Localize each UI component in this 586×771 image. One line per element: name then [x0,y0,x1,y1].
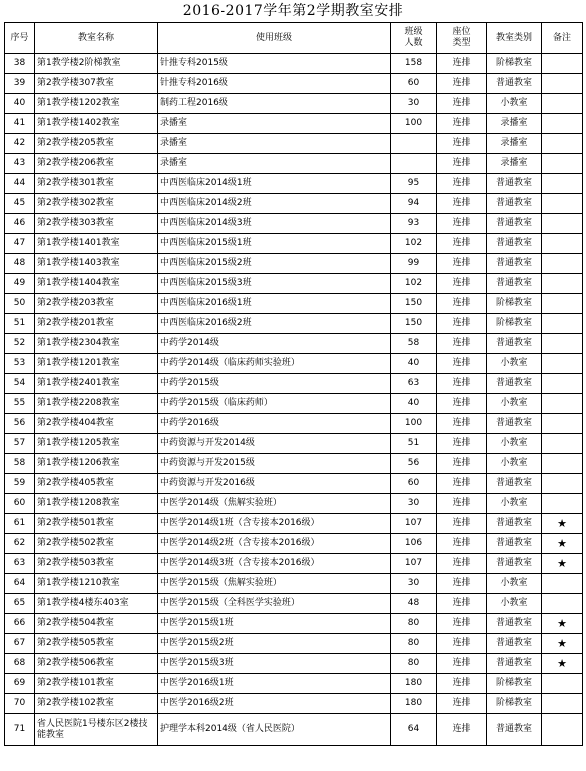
note-cell [542,194,583,214]
room-name-cell: 第2教学楼302教室 [35,194,158,214]
room-type-cell: 普通教室 [487,414,542,434]
row-no-cell: 61 [5,514,35,534]
seat-type-cell: 连排 [437,714,487,746]
room-type-cell: 小教室 [487,394,542,414]
seat-type-cell: 连排 [437,454,487,474]
student-count-cell: 30 [391,494,437,514]
student-count-cell: 63 [391,374,437,394]
note-cell [542,594,583,614]
table-row [5,214,583,234]
student-count-cell: 40 [391,354,437,374]
seat-type-cell: 连排 [437,574,487,594]
student-count-cell: 102 [391,234,437,254]
room-type-cell: 阶梯教室 [487,674,542,694]
row-no-cell: 41 [5,114,35,134]
class-name-cell: 中医学2014级1班（含专接本2016级） [158,514,391,534]
table-row [5,594,583,614]
row-no-cell: 66 [5,614,35,634]
room-type-cell: 录播室 [487,114,542,134]
class-name-cell: 中医学2014级（焦解实验班） [158,494,391,514]
class-name-cell: 中药学2014级 [158,334,391,354]
student-count-cell: 40 [391,394,437,414]
header-note: 备注 [542,23,583,54]
table-row [5,74,583,94]
seat-type-cell: 连排 [437,614,487,634]
note-cell: ★ [542,634,583,654]
student-count-cell: 94 [391,194,437,214]
seat-type-cell: 连排 [437,194,487,214]
note-cell [542,254,583,274]
seat-type-cell: 连排 [437,374,487,394]
room-type-cell: 小教室 [487,454,542,474]
student-count-cell [391,134,437,154]
table-row [5,494,583,514]
note-cell [542,134,583,154]
row-no-cell: 38 [5,54,35,74]
row-no-cell: 44 [5,174,35,194]
class-name-cell: 中药学2016级 [158,414,391,434]
room-name-cell: 第2教学楼504教室 [35,614,158,634]
table-row [5,174,583,194]
header-row [5,23,583,54]
seat-type-cell: 连排 [437,654,487,674]
seat-type-cell: 连排 [437,174,487,194]
note-cell [542,694,583,714]
room-type-cell: 小教室 [487,574,542,594]
note-cell [542,674,583,694]
class-name-cell: 中药学2014级（临床药师实验班） [158,354,391,374]
room-type-cell: 普通教室 [487,654,542,674]
class-name-cell: 中药资源与开发2016级 [158,474,391,494]
room-name-cell: 第2教学楼301教室 [35,174,158,194]
row-no-cell: 48 [5,254,35,274]
note-cell: ★ [542,514,583,534]
room-name-cell: 第2教学楼201教室 [35,314,158,334]
header-no: 序号 [5,23,35,54]
seat-type-cell: 连排 [437,434,487,454]
table-row [5,574,583,594]
student-count-cell: 60 [391,74,437,94]
room-type-cell: 小教室 [487,594,542,614]
student-count-cell: 102 [391,274,437,294]
room-type-cell: 小教室 [487,494,542,514]
class-name-cell: 录播室 [158,114,391,134]
seat-type-cell: 连排 [437,394,487,414]
room-type-cell: 普通教室 [487,474,542,494]
room-name-cell: 第2教学楼307教室 [35,74,158,94]
room-type-cell: 普通教室 [487,174,542,194]
note-cell: ★ [542,654,583,674]
table-row [5,154,583,174]
note-cell [542,154,583,174]
row-no-cell: 55 [5,394,35,414]
student-count-cell: 51 [391,434,437,454]
table-row [5,614,583,634]
row-no-cell: 70 [5,694,35,714]
table-row [5,114,583,134]
table-row [5,54,583,74]
table-row [5,134,583,154]
seat-type-cell: 连排 [437,214,487,234]
student-count-cell: 150 [391,294,437,314]
student-count-cell: 100 [391,414,437,434]
class-name-cell: 中西医临床2015级2班 [158,254,391,274]
table-row [5,274,583,294]
row-no-cell: 71 [5,714,35,746]
room-type-cell: 小教室 [487,94,542,114]
student-count-cell: 30 [391,574,437,594]
note-cell [542,174,583,194]
class-name-cell: 中西医临床2014级1班 [158,174,391,194]
note-cell [542,294,583,314]
note-cell [542,314,583,334]
table-row [5,94,583,114]
row-no-cell: 40 [5,94,35,114]
seat-type-cell: 连排 [437,294,487,314]
note-cell [542,354,583,374]
room-type-cell: 普通教室 [487,214,542,234]
seat-type-cell: 连排 [437,134,487,154]
row-no-cell: 57 [5,434,35,454]
header-class: 使用班级 [158,23,391,54]
class-name-cell: 中药资源与开发2014级 [158,434,391,454]
room-type-cell: 普通教室 [487,74,542,94]
classroom-table [4,22,583,746]
row-no-cell: 68 [5,654,35,674]
class-name-cell: 护理学本科2014级（省人民医院） [158,714,391,746]
student-count-cell: 80 [391,654,437,674]
note-cell [542,74,583,94]
seat-type-cell: 连排 [437,514,487,534]
table-row [5,194,583,214]
note-cell [542,374,583,394]
student-count-cell: 106 [391,534,437,554]
table-row [5,714,583,746]
header-room-type: 教室类别 [487,23,542,54]
seat-type-cell: 连排 [437,634,487,654]
note-cell: ★ [542,534,583,554]
class-name-cell: 针推专科2015级 [158,54,391,74]
student-count-cell: 80 [391,634,437,654]
note-cell [542,454,583,474]
student-count-cell: 64 [391,714,437,746]
room-type-cell: 阶梯教室 [487,314,542,334]
room-name-cell: 第2教学楼505教室 [35,634,158,654]
student-count-cell: 100 [391,114,437,134]
header-seat-type: 座位 类型 [437,23,487,54]
seat-type-cell: 连排 [437,414,487,434]
room-name-cell: 第1教学楼1401教室 [35,234,158,254]
class-name-cell: 中医学2015级（全科医学实验班） [158,594,391,614]
seat-type-cell: 连排 [437,674,487,694]
seat-type-cell: 连排 [437,314,487,334]
row-no-cell: 47 [5,234,35,254]
table-row [5,694,583,714]
room-name-cell: 第1教学楼1402教室 [35,114,158,134]
document-title: 2016-2017学年第2学期教室安排 [182,3,404,19]
seat-type-cell: 连排 [437,334,487,354]
row-no-cell: 42 [5,134,35,154]
seat-type-cell: 连排 [437,54,487,74]
room-type-cell: 普通教室 [487,334,542,354]
room-type-cell: 录播室 [487,134,542,154]
student-count-cell [391,154,437,174]
note-cell [542,114,583,134]
room-type-cell: 阶梯教室 [487,54,542,74]
student-count-cell: 180 [391,694,437,714]
student-count-cell: 158 [391,54,437,74]
table-row [5,314,583,334]
note-cell [542,394,583,414]
room-type-cell: 普通教室 [487,514,542,534]
seat-type-cell: 连排 [437,154,487,174]
room-name-cell: 第2教学楼206教室 [35,154,158,174]
note-cell [542,474,583,494]
row-no-cell: 65 [5,594,35,614]
row-no-cell: 51 [5,314,35,334]
class-name-cell: 中药学2015级（临床药师） [158,394,391,414]
note-cell [542,54,583,74]
class-name-cell: 中药学2015级 [158,374,391,394]
table-row [5,514,583,534]
table-row [5,474,583,494]
room-name-cell: 第1教学楼1205教室 [35,434,158,454]
class-name-cell: 制药工程2016级 [158,94,391,114]
room-type-cell: 普通教室 [487,194,542,214]
room-name-cell: 第1教学楼2304教室 [35,334,158,354]
table-row [5,674,583,694]
room-type-cell: 普通教室 [487,614,542,634]
row-no-cell: 46 [5,214,35,234]
class-name-cell: 中医学2015级（焦解实验班） [158,574,391,594]
class-name-cell: 中医学2015级1班 [158,614,391,634]
note-cell [542,714,583,746]
room-type-cell: 普通教室 [487,714,542,746]
room-name-cell: 第2教学楼503教室 [35,554,158,574]
class-name-cell: 中药资源与开发2015级 [158,454,391,474]
seat-type-cell: 连排 [437,234,487,254]
row-no-cell: 67 [5,634,35,654]
row-no-cell: 63 [5,554,35,574]
row-no-cell: 62 [5,534,35,554]
row-no-cell: 60 [5,494,35,514]
table-row [5,534,583,554]
table-body [5,54,583,746]
class-name-cell: 中医学2016级1班 [158,674,391,694]
table-row [5,234,583,254]
room-name-cell: 第2教学楼501教室 [35,514,158,534]
room-name-cell: 第2教学楼205教室 [35,134,158,154]
room-type-cell: 普通教室 [487,274,542,294]
note-cell: ★ [542,554,583,574]
row-no-cell: 49 [5,274,35,294]
room-name-cell: 第1教学楼1210教室 [35,574,158,594]
class-name-cell: 中医学2014级3班（含专接本2016级） [158,554,391,574]
table-row [5,354,583,374]
student-count-cell: 150 [391,314,437,334]
row-no-cell: 56 [5,414,35,434]
room-name-cell: 第2教学楼502教室 [35,534,158,554]
student-count-cell: 99 [391,254,437,274]
seat-type-cell: 连排 [437,114,487,134]
room-name-cell: 第1教学楼1202教室 [35,94,158,114]
note-cell [542,234,583,254]
note-cell: ★ [542,614,583,634]
seat-type-cell: 连排 [437,474,487,494]
room-name-cell: 省人民医院1号楼东区2楼技能教室 [35,714,158,746]
header-room-name: 教室名称 [35,23,158,54]
table-row [5,654,583,674]
class-name-cell: 中医学2015级2班 [158,634,391,654]
room-name-cell: 第1教学楼1206教室 [35,454,158,474]
room-name-cell: 第1教学楼2401教室 [35,374,158,394]
seat-type-cell: 连排 [437,74,487,94]
student-count-cell: 107 [391,554,437,574]
row-no-cell: 53 [5,354,35,374]
class-name-cell: 录播室 [158,154,391,174]
room-name-cell: 第1教学楼4楼东403室 [35,594,158,614]
table-row [5,334,583,354]
row-no-cell: 54 [5,374,35,394]
note-cell [542,334,583,354]
class-name-cell: 中西医临床2015级1班 [158,234,391,254]
student-count-cell: 30 [391,94,437,114]
student-count-cell: 58 [391,334,437,354]
class-name-cell: 中西医临床2016级1班 [158,294,391,314]
room-type-cell: 小教室 [487,354,542,374]
table-row [5,554,583,574]
note-cell [542,434,583,454]
student-count-cell: 180 [391,674,437,694]
table-row [5,254,583,274]
student-count-cell: 107 [391,514,437,534]
table-row [5,394,583,414]
row-no-cell: 58 [5,454,35,474]
class-name-cell: 中医学2015级3班 [158,654,391,674]
room-name-cell: 第1教学楼1201教室 [35,354,158,374]
row-no-cell: 59 [5,474,35,494]
room-name-cell: 第2教学楼405教室 [35,474,158,494]
seat-type-cell: 连排 [437,94,487,114]
room-type-cell: 普通教室 [487,534,542,554]
class-name-cell: 中医学2016级2班 [158,694,391,714]
seat-type-cell: 连排 [437,254,487,274]
room-name-cell: 第1教学楼1208教室 [35,494,158,514]
room-name-cell: 第2教学楼404教室 [35,414,158,434]
room-type-cell: 录播室 [487,154,542,174]
room-name-cell: 第1教学楼1403教室 [35,254,158,274]
note-cell [542,574,583,594]
header-count: 班级 人数 [391,23,437,54]
room-name-cell: 第2教学楼303教室 [35,214,158,234]
seat-type-cell: 连排 [437,354,487,374]
room-name-cell: 第1教学楼2阶梯教室 [35,54,158,74]
seat-type-cell: 连排 [437,274,487,294]
room-type-cell: 小教室 [487,434,542,454]
table-row [5,414,583,434]
table-row [5,374,583,394]
student-count-cell: 95 [391,174,437,194]
student-count-cell: 93 [391,214,437,234]
table-row [5,294,583,314]
seat-type-cell: 连排 [437,494,487,514]
row-no-cell: 39 [5,74,35,94]
row-no-cell: 50 [5,294,35,314]
seat-type-cell: 连排 [437,694,487,714]
seat-type-cell: 连排 [437,534,487,554]
row-no-cell: 64 [5,574,35,594]
note-cell [542,214,583,234]
row-no-cell: 52 [5,334,35,354]
student-count-cell: 56 [391,454,437,474]
class-name-cell: 中西医临床2014级2班 [158,194,391,214]
note-cell [542,274,583,294]
room-type-cell: 普通教室 [487,634,542,654]
row-no-cell: 69 [5,674,35,694]
class-name-cell: 录播室 [158,134,391,154]
class-name-cell: 中西医临床2014级3班 [158,214,391,234]
room-name-cell: 第2教学楼506教室 [35,654,158,674]
room-name-cell: 第2教学楼101教室 [35,674,158,694]
seat-type-cell: 连排 [437,554,487,574]
student-count-cell: 80 [391,614,437,634]
room-name-cell: 第1教学楼2208教室 [35,394,158,414]
note-cell [542,94,583,114]
room-type-cell: 阶梯教室 [487,694,542,714]
room-type-cell: 普通教室 [487,234,542,254]
room-type-cell: 普通教室 [487,554,542,574]
note-cell [542,414,583,434]
room-type-cell: 普通教室 [487,374,542,394]
room-name-cell: 第2教学楼102教室 [35,694,158,714]
room-name-cell: 第1教学楼1404教室 [35,274,158,294]
table-row [5,434,583,454]
class-name-cell: 中西医临床2016级2班 [158,314,391,334]
student-count-cell: 48 [391,594,437,614]
room-type-cell: 阶梯教室 [487,294,542,314]
student-count-cell: 60 [391,474,437,494]
table-row [5,454,583,474]
seat-type-cell: 连排 [437,594,487,614]
class-name-cell: 中医学2014级2班（含专接本2016级） [158,534,391,554]
room-name-cell: 第2教学楼203教室 [35,294,158,314]
class-name-cell: 针推专科2016级 [158,74,391,94]
row-no-cell: 43 [5,154,35,174]
class-name-cell: 中西医临床2015级3班 [158,274,391,294]
row-no-cell: 45 [5,194,35,214]
note-cell [542,494,583,514]
room-type-cell: 普通教室 [487,254,542,274]
table-row [5,634,583,654]
